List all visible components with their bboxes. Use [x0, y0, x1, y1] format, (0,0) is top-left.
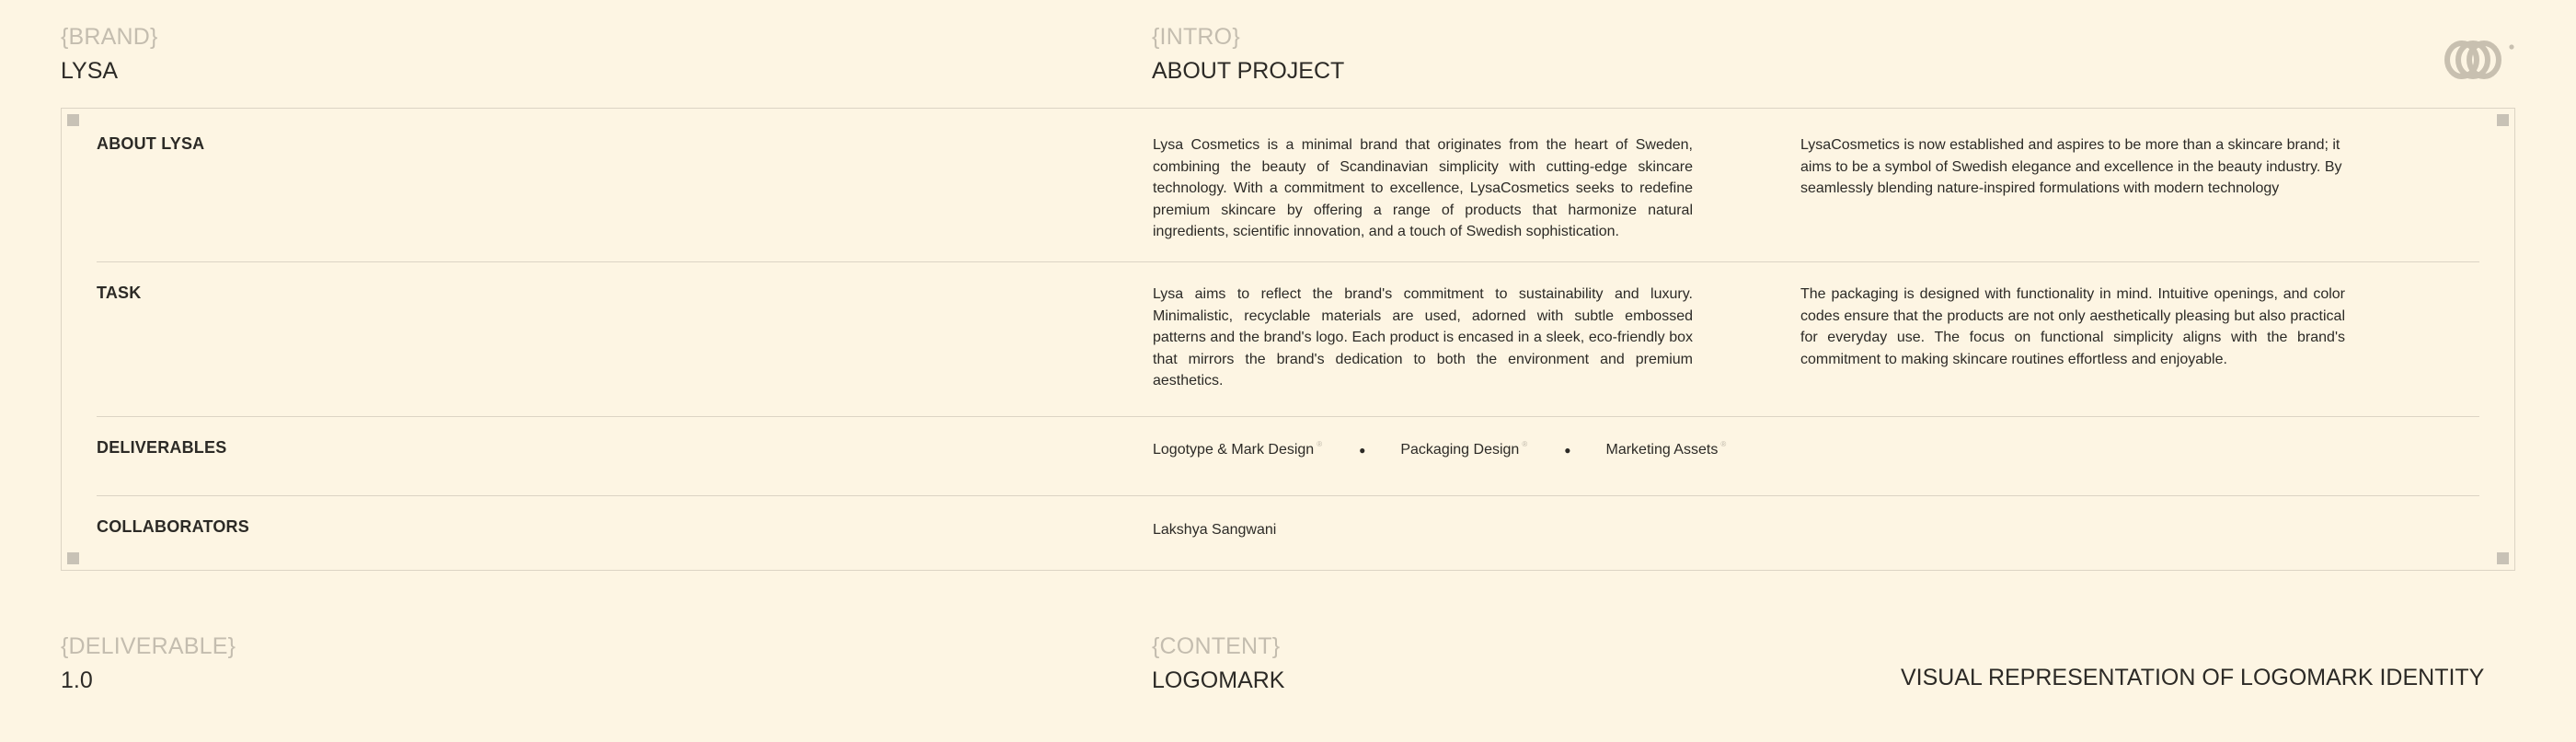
task-row — [97, 284, 2479, 403]
corner-marker — [2497, 552, 2509, 564]
bullet-separator: ● — [1359, 444, 1366, 457]
intro-title: ABOUT PROJECT — [1152, 58, 1345, 84]
deliverables-title: DELIVERABLES — [97, 438, 227, 457]
about-text-2: LysaCosmetics is now established and aspires to be more than a skincare brand; it aims to be a symbol of Swedish elegance and excellence in the beauty industry. By seamlessly blending nature-inspired formulations with modern technology — [1800, 137, 2342, 196]
deliverable-tag: {DELIVERABLE} — [61, 633, 236, 659]
content-tag: {CONTENT} — [1152, 633, 1281, 659]
about-text-1: Lysa Cosmetics is a minimal brand that originates from the heart of Sweden, combining the beauty of Scandinavian simplicity with cutting-edge skincare technology. With a commitment to excellence, LysaCosmetics seeks to redefine premium skincare by offering a range of products that harmonize natural ingredients, scientific innovation, and a touch of Swedish sophistication. — [1153, 137, 1693, 239]
deliverable-item: Logotype & Mark Design ® — [1153, 440, 1323, 458]
registered-mark: ® — [1317, 440, 1323, 448]
bullet-separator: ● — [1564, 444, 1571, 457]
project-details-panel — [61, 108, 2515, 571]
collaborators-row — [97, 517, 2479, 554]
about-row — [97, 134, 2479, 254]
collaborator-name: Lakshya Sangwani — [1153, 522, 1277, 538]
lysa-logo-icon — [2442, 39, 2515, 81]
logomark-description: VISUAL REPRESENTATION OF LOGOMARK IDENTITY — [1901, 665, 2485, 690]
intro-block — [1152, 24, 1344, 85]
divider — [97, 416, 2479, 417]
deliverables-list — [1153, 442, 1726, 458]
corner-marker — [67, 114, 79, 126]
task-text-2: The packaging is designed with functionality in mind. Intuitive openings, and color codes ensure that the products are not only aesthetically pleasing but also practical for everyday use. The focus on functional simplicity aligns with the brand's commitment to making skincare routines effortless and enjoyable. — [1800, 286, 2345, 367]
deliverable-item: Marketing Assets ® — [1605, 440, 1727, 458]
deliverable-block — [61, 633, 236, 694]
task-text-1: Lysa aims to reflect the brand's commitment to sustainability and luxury. Minimalistic, recyclable materials are used, adorned with subtle embossed patterns and the brand's logo. Each product is encased in a sleek, eco-friendly box that mirrors the brand's dedication to both the environment and premium aesthetics. — [1153, 286, 1693, 388]
registered-mark: ® — [1522, 440, 1528, 448]
divider — [97, 261, 2479, 262]
intro-tag: {INTRO} — [1152, 24, 1240, 50]
brand-name: LYSA — [61, 58, 119, 84]
deliverable-item: Packaging Design ® — [1400, 440, 1528, 458]
brand-block — [61, 24, 158, 85]
deliverable-value: 1.0 — [61, 667, 93, 693]
brand-tag: {BRAND} — [61, 24, 158, 50]
corner-marker — [67, 552, 79, 564]
corner-marker — [2497, 114, 2509, 126]
collaborators-title: COLLABORATORS — [97, 517, 249, 536]
divider — [97, 495, 2479, 496]
registered-mark: ® — [1720, 440, 1727, 448]
task-title: TASK — [97, 284, 142, 302]
about-title: ABOUT LYSA — [97, 134, 205, 153]
content-value: LOGOMARK — [1152, 667, 1285, 693]
content-block — [1152, 633, 1284, 694]
deliverables-row — [97, 438, 2479, 475]
